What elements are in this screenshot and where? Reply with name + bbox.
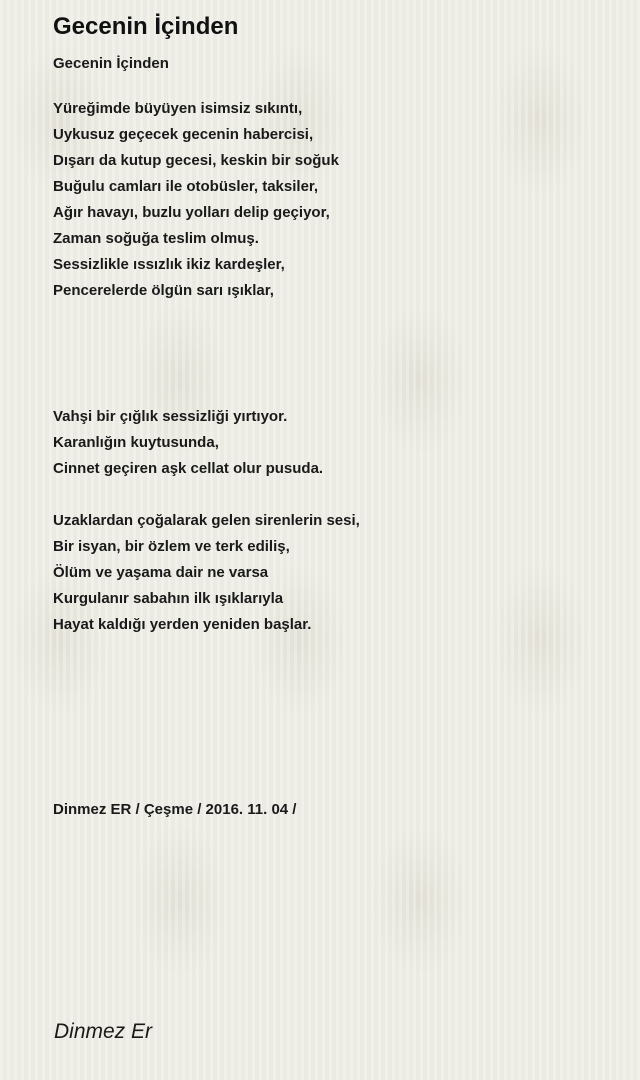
poem-line: Bir isyan, bir özlem ve terk ediliş, <box>53 538 290 555</box>
poem-line: Karanlığın kuytusunda, <box>53 434 219 451</box>
poem-title: Gecenin İçinden <box>53 13 239 40</box>
poem-line: Hayat kaldığı yerden yeniden başlar. <box>53 616 312 633</box>
poem-line: Ağır havayı, buzlu yolları delip geçiyor, <box>53 204 330 221</box>
poem-line: Buğulu camları ile otobüsler, taksiler, <box>53 178 319 195</box>
poem-line: Yüreğimde büyüyen isimsiz sıkıntı, <box>53 100 303 117</box>
poem-line: Cinnet geçiren aşk cellat olur pusuda. <box>53 460 324 477</box>
poem-line: Uzaklardan çoğalarak gelen sirenlerin sesi, <box>53 512 360 529</box>
poem-line: Zaman soğuğa teslim olmuş. <box>53 230 259 247</box>
poem-line: Pencerelerde ölgün sarı ışıklar, <box>53 282 274 299</box>
poem-line: Vahşi bir çığlık sessizliği yırtıyor. <box>53 408 288 425</box>
poem-line: Kurgulanır sabahın ilk ışıklarıyla <box>53 590 284 607</box>
stanza-3 <box>53 508 613 638</box>
poem-line: Uykusuz geçecek gecenin habercisi, <box>53 126 314 143</box>
stanza-1 <box>53 96 613 304</box>
author-signature: Dinmez Er <box>54 1020 153 1043</box>
poem-page <box>53 12 613 820</box>
poem-footer: Dinmez ER / Çeşme / 2016. 11. 04 / <box>53 801 297 818</box>
stanza-2 <box>53 404 613 482</box>
poem-line: Sessizlikle ıssızlık ikiz kardeşler, <box>53 256 285 273</box>
poem-line: Ölüm ve yaşama dair ne varsa <box>53 564 269 581</box>
poem-subtitle: Gecenin İçinden <box>53 55 169 72</box>
poem-line: Dışarı da kutup gecesi, keskin bir soğuk <box>53 152 339 169</box>
